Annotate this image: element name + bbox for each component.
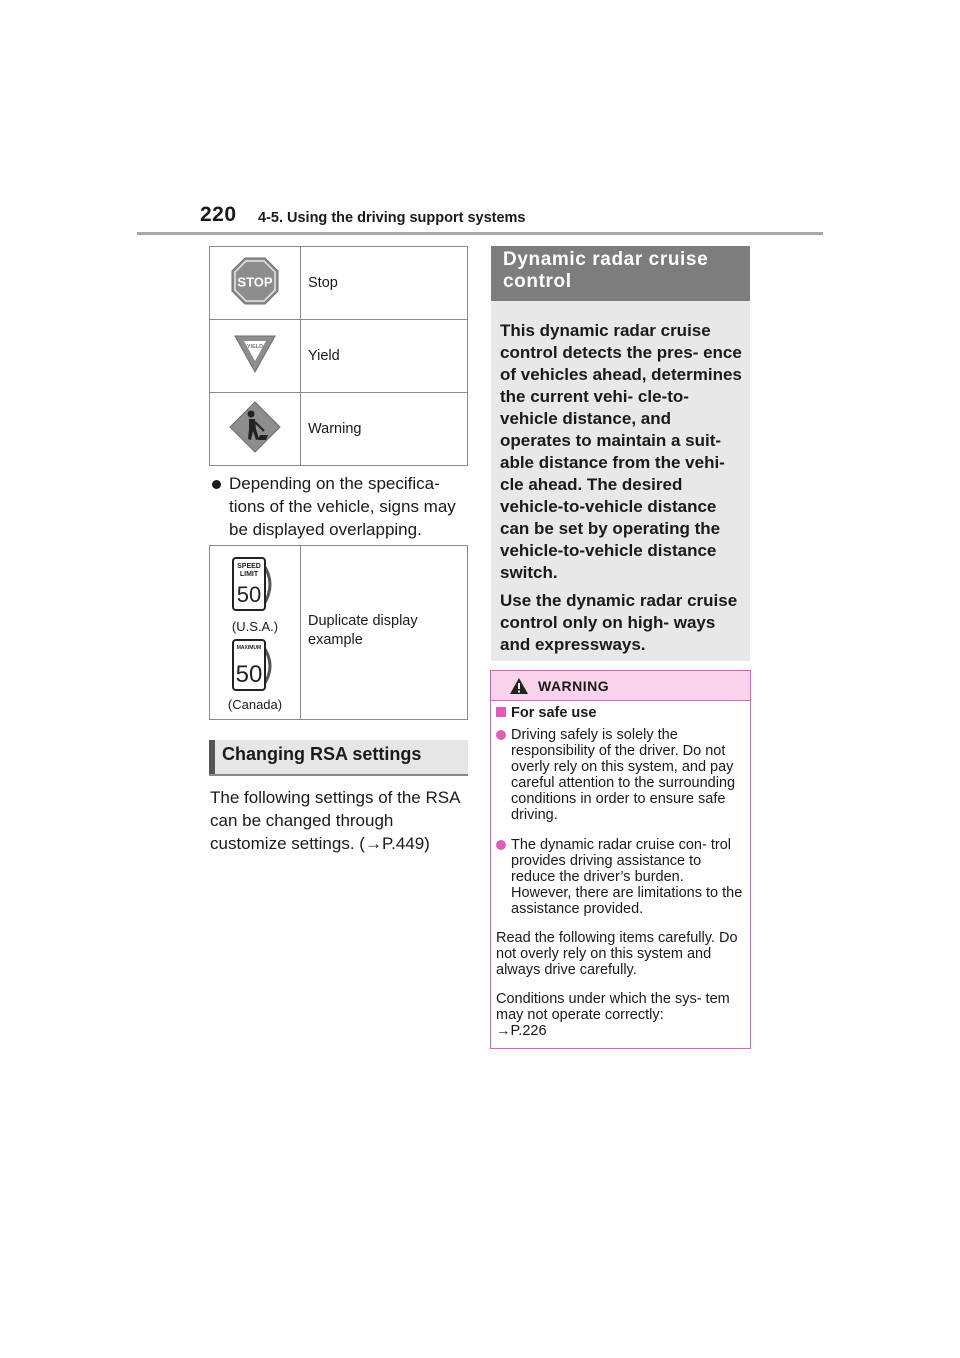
duplicate-display-label: Duplicate display example — [301, 546, 468, 720]
overlap-note — [212, 472, 472, 541]
heading-bar — [209, 740, 215, 774]
square-bullet-icon — [496, 707, 506, 717]
signs-table — [209, 246, 468, 466]
svg-text:STOP: STOP — [237, 274, 273, 289]
maximum-speed-sign-icon — [225, 638, 285, 694]
table-row — [210, 320, 468, 393]
table-cell-icon — [210, 320, 301, 393]
warning-item-text: The dynamic radar cruise con- trol provides driving assistance to reduce the driver’s burden. However, there are limitations to the assistance provided. — [511, 837, 743, 917]
dynamic-heading-line2: control — [503, 271, 572, 292]
svg-text:50: 50 — [236, 582, 262, 607]
svg-text:MAXIMUM: MAXIMUM — [236, 645, 262, 651]
warning-item — [496, 837, 744, 917]
warning-item-text: Driving safely is solely the responsibility of the driver. Do not overly rely on this system, and pay careful attention to the surrounding conditions in order to ensure safe driving. — [511, 727, 736, 823]
warning-subheading-text: For safe use — [511, 705, 597, 721]
rsa-settings-heading — [209, 740, 468, 776]
duplicate-display-table — [209, 545, 468, 720]
rsa-settings-body: The following settings of the RSA can be changed through customize settings. (→P.449) — [210, 788, 460, 853]
stop-sign-icon — [230, 256, 280, 306]
warning-conditions — [496, 991, 744, 1039]
warning-conditions-text: Conditions under which the sys- tem may not operate correctly: — [496, 991, 730, 1023]
warning-subheading — [496, 705, 596, 721]
warning-item — [496, 727, 744, 823]
warning-paragraph: Read the following items carefully. Do not overly rely on this system and always drive carefully. — [496, 930, 738, 978]
table-cell-icon — [210, 247, 301, 320]
canada-caption: (Canada) — [227, 697, 283, 712]
page-number: 220 — [200, 203, 237, 226]
dynamic-usage-para: Use the dynamic radar cruise control only on high- ways and expressways. — [500, 591, 738, 654]
warning-triangle-icon — [509, 677, 529, 695]
yield-sign-icon — [233, 334, 277, 374]
header-rule — [137, 232, 823, 235]
dynamic-radar-intro — [491, 301, 750, 661]
usa-caption: (U.S.A.) — [231, 619, 279, 634]
rsa-heading-text: Changing RSA settings — [222, 744, 422, 764]
svg-text:50: 50 — [235, 661, 263, 688]
bullet-dot-icon — [212, 480, 221, 489]
sign-label: Stop — [301, 247, 468, 320]
dynamic-intro-para: This dynamic radar cruise control detects the pres- ence of vehicles ahead, determines the current vehi- cle-to-vehicle distance, and operates to maintain a suit- able distance from the vehi- cle ahead. The desired vehicle-to-vehicle distance can be set by operating the vehicle-to-vehicle distance switch. — [500, 321, 742, 582]
warning-box — [490, 670, 751, 1049]
svg-text:YIELD: YIELD — [246, 343, 264, 350]
table-row — [210, 546, 468, 720]
table-cell-icon — [210, 546, 301, 720]
warning-title: WARNING — [538, 678, 610, 694]
circle-bullet-icon — [496, 730, 506, 740]
warning-sign-icon — [229, 401, 281, 453]
sign-label: Warning — [301, 393, 468, 466]
dynamic-heading-line1: Dynamic radar cruise — [503, 249, 709, 270]
warning-title-bar — [491, 671, 750, 701]
section-title: 4-5. Using the driving support systems — [258, 210, 526, 226]
table-row — [210, 393, 468, 466]
sign-label: Yield — [301, 320, 468, 393]
dynamic-radar-heading — [491, 246, 750, 301]
circle-bullet-icon — [496, 840, 506, 850]
svg-text:SPEED: SPEED — [237, 563, 261, 570]
overlap-note-text: Depending on the specifica- tions of the vehicle, signs may be displayed overlapping. — [229, 474, 456, 539]
table-cell-icon — [210, 393, 301, 466]
svg-text:LIMIT: LIMIT — [239, 571, 259, 578]
page-reference-link[interactable]: →P.226 — [496, 1023, 547, 1039]
table-row — [210, 247, 468, 320]
speed-limit-sign-icon — [225, 554, 285, 614]
